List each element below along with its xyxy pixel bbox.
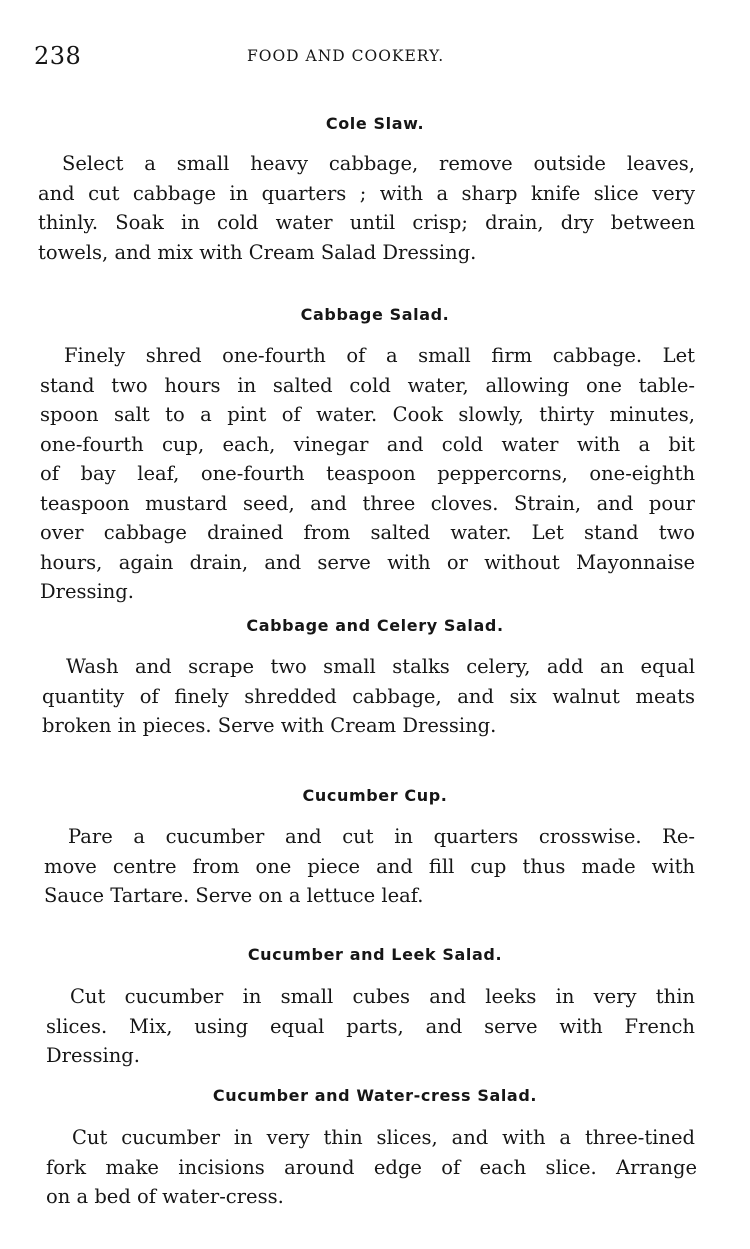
recipe-title-cucumber-leek-salad: Cucumber and Leek Salad. bbox=[247, 945, 503, 964]
recipe-body-cole-slaw bbox=[38, 149, 695, 179]
running-title: FOOD AND COOKERY. bbox=[247, 47, 445, 65]
line: thinly. Soak in cold water until crisp; drain, dry between bbox=[38, 211, 695, 234]
recipe-body-cole-slaw-cont bbox=[38, 179, 695, 268]
recipe-body-cucumber-leek-salad bbox=[38, 982, 695, 1012]
line: broken in pieces. Serve with Cream Dressing. bbox=[42, 714, 497, 737]
line: Wash and scrape two small stalks celery, add an equal bbox=[66, 655, 695, 678]
line: of bay leaf, one-fourth teaspoon peppercorns, one-eighth bbox=[40, 462, 695, 485]
recipe-title-cucumber-cup: Cucumber Cup. bbox=[302, 786, 448, 805]
line: Finely shred one-fourth of a small firm cabbage. Let bbox=[64, 344, 695, 367]
recipe-body-cucumber-cup bbox=[38, 822, 695, 852]
recipe-title-cucumber-watercress-salad: Cucumber and Water-cress Salad. bbox=[212, 1086, 538, 1105]
recipe-title-cole-slaw: Cole Slaw. bbox=[325, 114, 425, 133]
recipe-body-cabbage-celery-salad bbox=[38, 652, 695, 682]
line: slices. Mix, using equal parts, and serve with French bbox=[46, 1014, 695, 1038]
line: fork make incisions around edge of each slice. Arrange bbox=[46, 1155, 697, 1179]
line: and cut cabbage in quarters ; with a sharp knife slice very bbox=[38, 181, 695, 205]
recipe-body-cucumber-watercress-salad-cont bbox=[46, 1153, 697, 1212]
recipe-body-cabbage-salad bbox=[38, 341, 695, 371]
page-number: 238 bbox=[34, 42, 82, 70]
recipe-body-cabbage-salad-cont bbox=[40, 371, 695, 607]
line: stand two hours in salted cold water, allowing one table- bbox=[40, 373, 695, 397]
recipe-body-cabbage-celery-salad-cont bbox=[42, 682, 695, 741]
line: one-fourth cup, each, vinegar and cold water with a bit bbox=[40, 432, 695, 456]
recipe-body-cucumber-watercress-salad bbox=[38, 1123, 695, 1153]
line: quantity of finely shredded cabbage, and six walnut meats bbox=[42, 684, 695, 708]
line: Select a small heavy cabbage, remove outside leaves, bbox=[62, 152, 695, 175]
line: Pare a cucumber and cut in quarters crosswise. Re- bbox=[68, 825, 695, 848]
line: spoon salt to a pint of water. Cook slowly, thirty minutes, bbox=[40, 403, 695, 426]
line: teaspoon mustard seed, and three cloves. Strain, and pour bbox=[40, 491, 695, 515]
line: Dressing. bbox=[46, 1044, 140, 1067]
line: towels, and mix with Cream Salad Dressing. bbox=[38, 240, 477, 264]
line: over cabbage drained from salted water. Let stand two bbox=[40, 521, 695, 544]
line: on a bed of water-cress. bbox=[46, 1185, 284, 1208]
line: Cut cucumber in very thin slices, and with a three-tined bbox=[72, 1126, 695, 1149]
line: Dressing. bbox=[40, 580, 134, 603]
line: move centre from one piece and fill cup thus made with bbox=[44, 854, 695, 878]
line: Sauce Tartare. Serve on a lettuce leaf. bbox=[44, 884, 424, 907]
line: Cut cucumber in small cubes and leeks in very thin bbox=[70, 985, 695, 1008]
recipe-body-cucumber-cup-cont bbox=[44, 852, 695, 911]
recipe-body-cucumber-leek-salad-cont bbox=[46, 1012, 695, 1071]
recipe-title-cabbage-salad: Cabbage Salad. bbox=[300, 305, 450, 324]
recipe-title-cabbage-celery-salad: Cabbage and Celery Salad. bbox=[246, 616, 504, 635]
line: hours, again drain, and serve with or without Mayonnaise bbox=[40, 550, 695, 574]
